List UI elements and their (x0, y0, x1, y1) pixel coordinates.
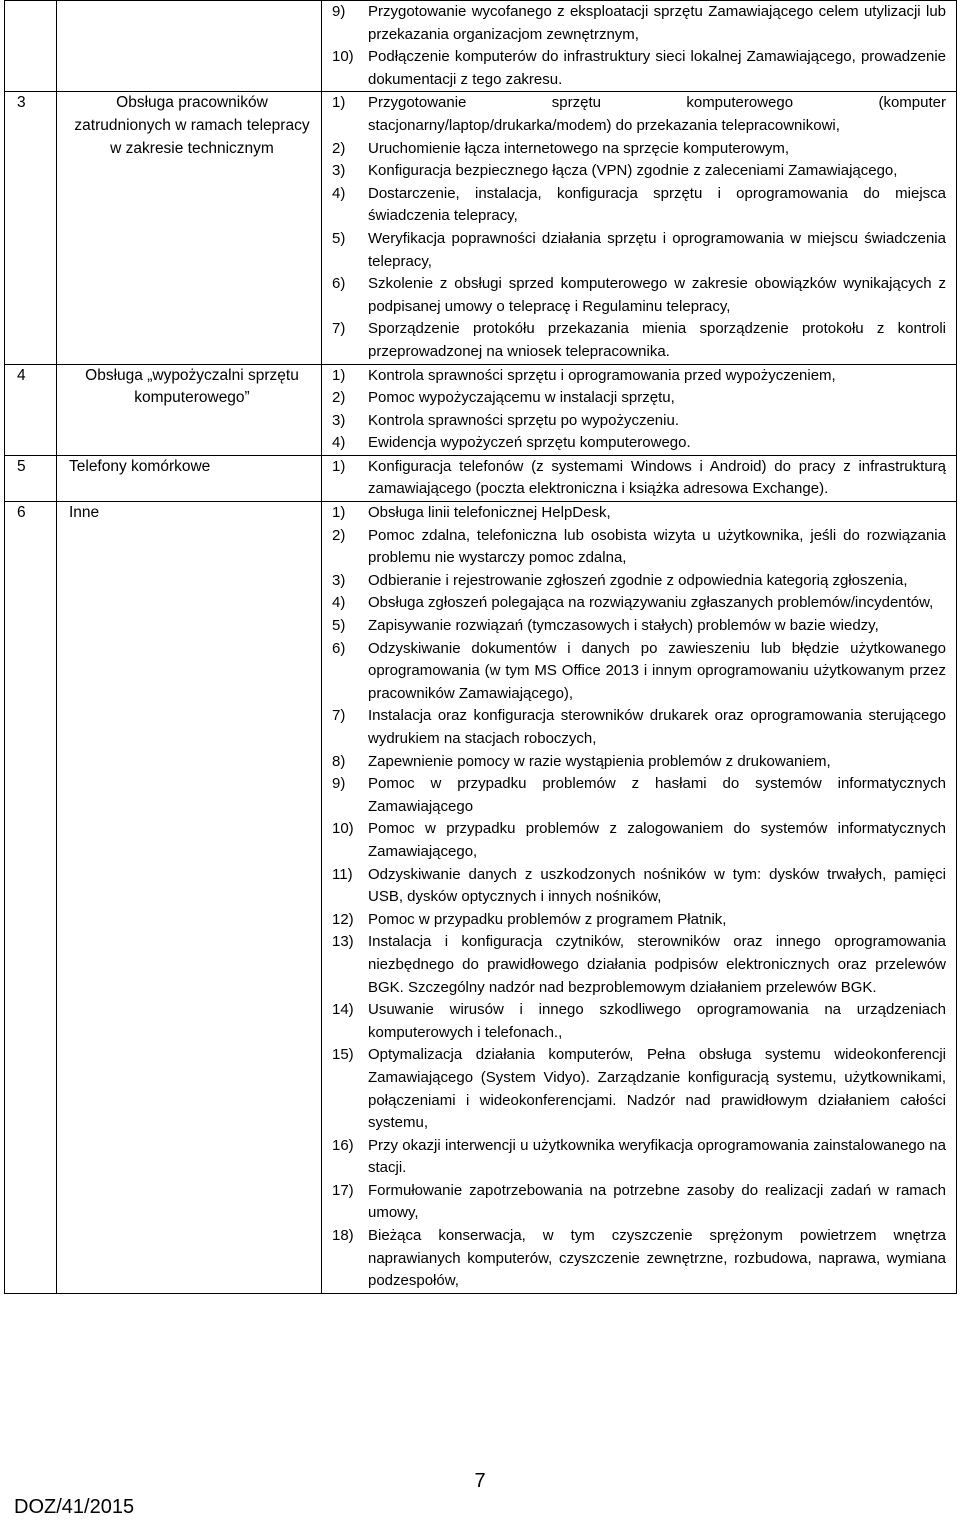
list-item (332, 1044, 946, 1134)
list-item (332, 273, 946, 318)
list-item (332, 999, 946, 1044)
row-number: 5 (5, 455, 57, 501)
list-item (332, 46, 946, 91)
services-table (4, 0, 957, 1294)
list-item-text: Weryfikacja poprawności działania sprzętu i oprogramowania w miejscu świadczenia telepracy, (368, 229, 946, 270)
list-item (332, 1180, 946, 1225)
document-page (4, 0, 956, 1294)
list-item (332, 92, 946, 137)
list-item-marker: 12) (332, 910, 354, 928)
list-item-marker: 9) (332, 3, 346, 20)
list-item-marker: 5) (332, 229, 346, 247)
list-item-text: Pomoc zdalna, telefoniczna lub osobista wizyta u użytkownika, jeśli do rozwiązania problemu nie wystarczy pomoc zdalna, (368, 526, 946, 567)
list-item (332, 228, 946, 273)
list-item-marker: 7) (332, 320, 346, 338)
list-item (332, 751, 946, 774)
list-item-marker: 8) (332, 752, 346, 770)
list-item-marker: 11) (332, 865, 353, 883)
list-item (332, 1, 946, 46)
list-item-marker: 4) (332, 594, 346, 612)
list-item-marker: 18) (332, 1227, 354, 1245)
list-item-marker: 2) (332, 139, 346, 157)
row-number: 3 (5, 92, 57, 364)
table-row (5, 1, 957, 92)
list-item-text: Konfiguracja bezpiecznego łącza (VPN) zgodnie z zaleceniami Zamawiającego, (368, 162, 898, 180)
service-name: Obsługa „wypożyczalni sprzętu komputerowego” (57, 364, 322, 455)
list-item (332, 525, 946, 570)
list-item-text: Optymalizacja działania komputerów, Pełna obsługa systemu wideokonferencji Zamawiającego (System Vidyo). Zarządzanie konfiguracją systemu, użytkownikami, połączeniami i wideokonferencjami. Nadzór nad prawidłowym działaniem całości systemu, (368, 1046, 946, 1132)
list-item-text: Podłączenie komputerów do infrastruktury sieci lokalnej Zamawiającego, prowadzenie dokumentacji z tego zakresu. (368, 48, 946, 88)
list-item-text: Kontrola sprawności sprzętu po wypożyczeniu. (368, 411, 679, 429)
service-description (322, 1, 957, 92)
list-item-marker: 2) (332, 526, 346, 544)
list-item-text: Usuwanie wirusów i innego szkodliwego oprogramowania na urządzeniach komputerowych i telefonach., (368, 1001, 946, 1041)
list-item-text: Ewidencja wypożyczeń sprzętu komputerowego. (368, 434, 691, 452)
list-item (332, 909, 946, 932)
list-item-text: Instalacja i konfiguracja czytników, sterowników oraz innego oprogramowania niezbędnego do prawidłowego działania podpisów elektronicznych oraz przelewów BGK. Szczególny nadzór nad bezproblemowym działaniem przelewów BGK. (368, 933, 946, 996)
list-item-text: Zapisywanie rozwiązań (tymczasowych i stałych) problemów w bazie wiedzy, (368, 617, 879, 635)
list-item-marker: 9) (332, 775, 346, 793)
list-item-text: Pomoc w przypadku problemów z zalogowaniem do systemów informatycznych Zamawiającego, (368, 820, 946, 860)
list-item-marker: 16) (332, 1136, 354, 1154)
list-item-text: Obsługa zgłoszeń polegająca na rozwiązywaniu zgłaszanych problemów/incydentów, (368, 594, 934, 612)
table-row (5, 92, 957, 364)
list-item (332, 638, 946, 706)
list-item-marker: 3) (332, 571, 346, 589)
list-item-text: Instalacja oraz konfiguracja sterowników drukarek oraz oprogramowania sterującego wydrukiem na stacjach roboczych, (368, 707, 946, 747)
list-item (332, 931, 946, 999)
list-item-marker: 1) (332, 94, 346, 112)
list-item-text: Kontrola sprawności sprzętu i oprogramowania przed wypożyczeniem, (368, 366, 836, 384)
service-description (322, 502, 957, 1294)
list-item-text: Bieżąca konserwacja, w tym czyszczenie sprężonym powietrzem wnętrza naprawianych komputerów, czyszczenie zewnętrzne, rozbudowa, naprawa, wymiana podzespołów, (368, 1227, 946, 1290)
list-item (332, 864, 946, 909)
list-item-marker: 1) (332, 504, 346, 522)
list-item-text: Pomoc w przypadku problemów z programem Płatnik, (368, 910, 727, 928)
list-item (332, 456, 946, 501)
list-item-marker: 7) (332, 707, 346, 725)
service-name (57, 1, 322, 92)
service-description (322, 455, 957, 501)
list-item (332, 1225, 946, 1293)
list-item (332, 818, 946, 863)
row-number: 4 (5, 364, 57, 455)
list-item-marker: 15) (332, 1046, 354, 1064)
list-item-marker: 10) (332, 48, 354, 66)
services-table-body (5, 1, 957, 1294)
list-item-text: Szkolenie z obsługi sprzed komputerowego w zakresie obowiązków wynikających z podpisanej umowy o telepracę i Regulaminu telepracy, (368, 275, 946, 315)
table-row (5, 455, 957, 501)
list-item (332, 615, 946, 638)
list-item-marker: 1) (332, 366, 346, 384)
list-item (332, 160, 946, 183)
list-item-text: Przygotowanie sprzętu komputerowego (komputer stacjonarny/laptop/drukarka/modem) do przekazania telepracownikowi, (368, 94, 946, 134)
list-item (332, 432, 946, 455)
list-item-text: Odzyskiwanie dokumentów i danych po zawieszeniu lub błędzie użytkowanego oprogramowania (w tym MS Office 2013 i innym oprogramowaniu użytkowanym przez pracowników Zamawiającego), (368, 639, 946, 702)
list-item-text: Zapewnienie pomocy w razie wystąpienia problemów z drukowaniem, (368, 752, 831, 770)
table-row (5, 502, 957, 1294)
service-name: Telefony komórkowe (57, 455, 322, 501)
list-item (332, 318, 946, 363)
service-description (322, 364, 957, 455)
list-item (332, 387, 946, 410)
list-item-marker: 3) (332, 162, 346, 180)
list-item-marker: 6) (332, 639, 346, 657)
list-item (332, 1135, 946, 1180)
list-item (332, 592, 946, 615)
list-item-text: Dostarczenie, instalacja, konfiguracja sprzętu i oprogramowania do miejsca świadczenia telepracy, (368, 184, 946, 225)
list-item-marker: 1) (332, 457, 346, 475)
list-item (332, 183, 946, 228)
list-item (332, 502, 946, 525)
list-item (332, 138, 946, 161)
list-item-marker: 14) (332, 1001, 354, 1019)
list-item (332, 365, 946, 388)
table-row (5, 364, 957, 455)
list-item-marker: 5) (332, 617, 346, 635)
list-item (332, 705, 946, 750)
list-item (332, 570, 946, 593)
list-item-text: Odbieranie i rejestrowanie zgłoszeń zgodnie z odpowiednia kategorią zgłoszenia, (368, 571, 908, 589)
list-item-marker: 17) (332, 1181, 354, 1199)
list-item-text: Przygotowanie wycofanego z eksploatacji sprzętu Zamawiającego celem utylizacji lub przekazania organizacjom zewnętrznym, (368, 3, 946, 43)
service-name: Obsługa pracowników zatrudnionych w ramach telepracy w zakresie technicznym (57, 92, 322, 364)
list-item-marker: 4) (332, 434, 346, 452)
list-item-text: Pomoc wypożyczającemu w instalacji sprzętu, (368, 389, 675, 407)
row-number (5, 1, 57, 92)
list-item-marker: 6) (332, 275, 346, 293)
list-item-marker: 2) (332, 389, 346, 407)
list-item-text: Pomoc w przypadku problemów z hasłami do systemów informatycznych Zamawiającego (368, 775, 946, 815)
row-number: 6 (5, 502, 57, 1294)
list-item-text: Odzyskiwanie danych z uszkodzonych nośników w tym: dysków trwałych, pamięci USB, dysków optycznych i innych nośników, (368, 865, 946, 906)
service-name: Inne (57, 502, 322, 1294)
list-item-text: Przy okazji interwencji u użytkownika weryfikacja oprogramowania zainstalowanego na stacji. (368, 1136, 946, 1177)
list-item-marker: 3) (332, 411, 346, 429)
service-description (322, 92, 957, 364)
list-item-text: Obsługa linii telefonicznej HelpDesk, (368, 504, 611, 522)
list-item-text: Konfiguracja telefonów (z systemami Windows i Android) do pracy z infrastrukturą zamawiającego (poczta elektroniczna i książka adresowa Exchange). (368, 457, 946, 498)
document-id: DOZ/41/2015 (14, 1496, 135, 1518)
list-item-marker: 4) (332, 184, 346, 202)
list-item-text: Uruchomienie łącza internetowego na sprzęcie komputerowym, (368, 139, 790, 157)
list-item-marker: 13) (332, 933, 354, 951)
list-item (332, 410, 946, 433)
list-item-text: Sporządzenie protokółu przekazania mienia sporządzenie protokołu z kontroli przeprowadzonej na wniosek telepracownika. (368, 320, 946, 360)
list-item (332, 773, 946, 818)
page-number: 7 (474, 1470, 486, 1492)
list-item-marker: 10) (332, 820, 354, 838)
list-item-text: Formułowanie zapotrzebowania na potrzebne zasoby do realizacji zadań w ramach umowy, (368, 1181, 946, 1222)
